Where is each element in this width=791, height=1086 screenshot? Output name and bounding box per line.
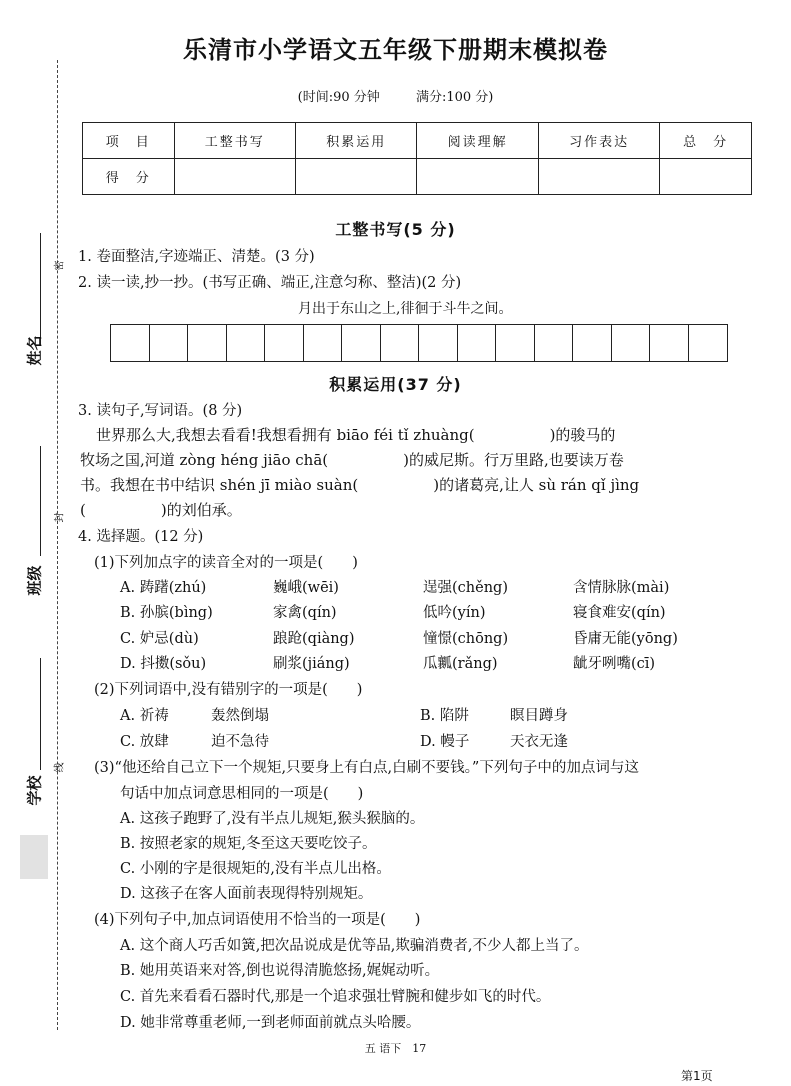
score-cell[interactable] [296, 159, 417, 195]
class-underline [40, 446, 41, 556]
q4-1-opt-d-3: 瓜瓤(rǎng) [423, 656, 498, 672]
q4-1-opt-a-4: 含情脉脉(mài) [573, 580, 670, 596]
q4-1-opt-d-2: 刷浆(jiáng) [273, 656, 350, 672]
score-cell[interactable] [417, 159, 538, 195]
grid-cell[interactable] [689, 325, 728, 361]
grid-cell[interactable] [419, 325, 458, 361]
seal-mark-feng: 封 [54, 512, 66, 523]
grid-cell[interactable] [188, 325, 227, 361]
score-header-accumulation: 积累运用 [296, 123, 417, 159]
question-4: 4. 选择题。(12 分) [78, 529, 204, 545]
score-header-item: 项 目 [83, 123, 175, 159]
q3-line-2: 牧场之国,河道 zòng héng jiāo chā( )的威尼斯。行万里路,也要读万卷 [80, 451, 624, 469]
score-header-handwriting: 工整书写 [174, 123, 295, 159]
grid-cell[interactable] [496, 325, 535, 361]
name-underline [40, 233, 41, 345]
q4-1-opt-d-4: 龇牙咧嘴(cī) [573, 656, 656, 672]
q4-2-opt-d-2: 天衣无逢 [510, 734, 568, 750]
grid-cell[interactable] [381, 325, 420, 361]
q4-2-opt-c-2: 迫不急待 [211, 734, 269, 750]
score-table-score-row [83, 159, 752, 195]
score-header-writing: 习作表达 [538, 123, 659, 159]
q4-2-opt-b-1: B. 陷阱 [420, 708, 469, 724]
q4-1-opt-c-4: 昏庸无能(yōng) [573, 631, 678, 647]
grid-cell[interactable] [650, 325, 689, 361]
score-header-total: 总 分 [660, 123, 752, 159]
writing-grid[interactable] [110, 324, 728, 362]
q3-line-4: ( )的刘伯承。 [80, 501, 242, 519]
school-underline [40, 658, 41, 770]
score-row-label: 得 分 [83, 159, 175, 195]
grid-cell[interactable] [111, 325, 150, 361]
q4-1-opt-a-1: A. 踌躇(zhú) [120, 580, 207, 596]
score-table [82, 122, 752, 195]
q4-1-opt-b-4: 寝食难安(qín) [573, 605, 666, 621]
grid-cell[interactable] [458, 325, 497, 361]
school-label: 学校 [25, 775, 44, 806]
q4-1-opt-a-2: 巍峨(wēi) [273, 580, 339, 596]
q4-1-opt-c-2: 踉跄(qiàng) [273, 631, 355, 647]
q4-3-opt-d: D. 这孩子在客人面前表现得特别规矩。 [120, 886, 373, 902]
grid-cell[interactable] [304, 325, 343, 361]
grid-cell[interactable] [535, 325, 574, 361]
q4-1-opt-d-1: D. 抖擞(sǒu) [120, 656, 207, 672]
q3-line-3: 书。我想在书中结识 shén jī miào suàn( )的诸葛亮,让人 sù rán qǐ jìng [80, 476, 640, 494]
question-3: 3. 读句子,写词语。(8 分) [78, 403, 243, 419]
score-table-header-row [83, 123, 752, 159]
q4-1-opt-c-3: 憧憬(chōng) [423, 631, 509, 647]
section-accumulation-title: 积累运用(37 分) [329, 375, 462, 394]
question-1: 1. 卷面整洁,字迹端正、清楚。(3 分) [78, 249, 315, 265]
page-title: 乐清市小学语文五年级下册期末模拟卷 [183, 35, 608, 64]
q4-4-opt-a: A. 这个商人巧舌如簧,把次品说成是优等品,欺骗消费者,不少人都上当了。 [120, 938, 589, 954]
grid-cell[interactable] [342, 325, 381, 361]
q4-1-opt-c-1: C. 妒忌(dù) [120, 631, 199, 647]
grid-cell[interactable] [150, 325, 189, 361]
q4-2-stem: (2)下列词语中,没有错别字的一项是( ) [94, 682, 363, 698]
grid-cell[interactable] [612, 325, 651, 361]
grid-cell[interactable] [573, 325, 612, 361]
score-header-reading: 阅读理解 [417, 123, 538, 159]
grid-cell[interactable] [227, 325, 266, 361]
exam-info [0, 86, 791, 105]
seal-mark-mi: 密 [54, 260, 66, 271]
score-cell[interactable] [174, 159, 295, 195]
footer-page-code: 五 语下 17 [364, 1042, 427, 1055]
q4-4-stem: (4)下列句子中,加点词语使用不恰当的一项是( ) [94, 912, 421, 928]
q4-2-opt-d-1: D. 幔子 [420, 734, 470, 750]
score-cell[interactable] [660, 159, 752, 195]
q3-line-1: 世界那么大,我想去看看!我想看拥有 biāo féi tǐ zhuàng( )的骏马的 [96, 426, 616, 444]
q4-3-stem-2: 句话中加点词意思相同的一项是( ) [120, 786, 364, 802]
margin-shade [20, 835, 48, 879]
q4-4-opt-c: C. 首先来看看石器时代,那是一个追求强壮臂腕和健步如飞的时代。 [120, 989, 551, 1005]
name-label: 姓名 [25, 335, 44, 366]
section-handwriting-title: 工整书写(5 分) [335, 220, 456, 239]
copy-text: 月出于东山之上,徘徊于斗牛之间。 [298, 301, 513, 317]
q4-4-opt-b: B. 她用英语来对答,倒也说得清脆悠扬,娓娓动听。 [120, 963, 440, 979]
question-2: 2. 读一读,抄一抄。(书写正确、端正,注意匀称、整洁)(2 分) [78, 275, 462, 291]
q4-4-opt-d: D. 她非常尊重老师,一到老师面前就点头哈腰。 [120, 1015, 421, 1031]
q4-3-opt-b: B. 按照老家的规矩,冬至这天要吃饺子。 [120, 836, 377, 852]
q4-1-opt-a-3: 逞强(chěng) [423, 580, 508, 596]
q4-2-opt-a-1: A. 祈祷 [120, 708, 169, 724]
exam-full-score: 满分:100 分) [415, 90, 494, 105]
page-number: 第1页 [681, 1069, 713, 1083]
class-label: 班级 [25, 565, 44, 596]
q4-2-opt-b-2: 瞑目蹲身 [510, 708, 568, 724]
q4-3-opt-c: C. 小刚的字是很规矩的,没有半点儿出格。 [120, 861, 391, 877]
q4-2-opt-a-2: 轰然倒塌 [211, 708, 269, 724]
q4-1-opt-b-1: B. 孙膑(bìng) [120, 605, 213, 621]
q4-1-opt-b-2: 家禽(qín) [273, 605, 337, 621]
q4-1-opt-b-3: 低吟(yín) [423, 605, 486, 621]
q4-2-opt-c-1: C. 放肆 [120, 734, 169, 750]
score-cell[interactable] [538, 159, 659, 195]
exam-time: (时间:90 分钟 [297, 90, 380, 105]
binding-dashed-line [57, 60, 58, 1030]
seal-mark-xian: 线 [54, 762, 66, 773]
grid-cell[interactable] [265, 325, 304, 361]
q4-3-stem-1: (3)“他还给自己立下一个规矩,只要身上有白点,白刷不要钱。”下列句子中的加点词与这 [94, 760, 639, 776]
q4-3-opt-a: A. 这孩子跑野了,没有半点儿规矩,猴头猴脑的。 [120, 811, 425, 827]
q4-1-stem: (1)下列加点字的读音全对的一项是( ) [94, 555, 358, 571]
